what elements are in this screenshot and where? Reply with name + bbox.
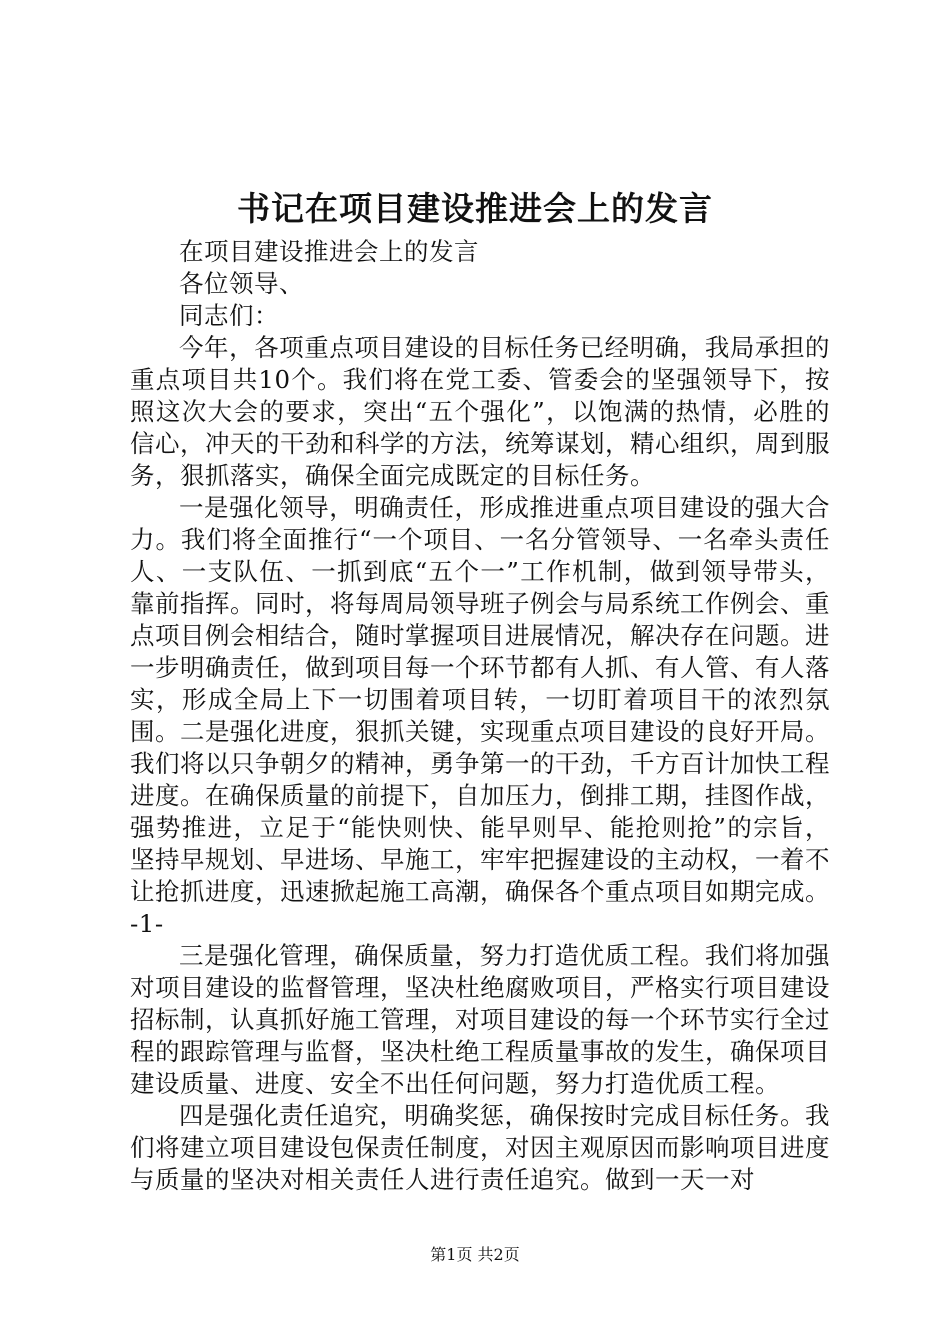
document-title: 书记在项目建设推进会上的发言 — [237, 189, 713, 228]
paragraph-intro: 今年，各项重点项目建设的目标任务已经明确，我局承担的重点项目共10个。我们将在党工委、管委会的坚强领导下，按照这次大会的要求，突出“五个强化”，以饱满的热情，必胜的信心，冲天的干劲和科学的方法，统筹谋划，精心组织，周到服务，狠抓落实，确保全面完成既定的目标任务。 — [130, 333, 830, 490]
document-body — [130, 236, 830, 1196]
paragraph-point-three: 三是强化管理，确保质量，努力打造优质工程。我们将加强对项目建设的监督管理，坚决杜绝腐败项目，严格实行项目建设招标制，认真抓好施工管理，对项目建设的每一个环节实行全过程的跟踪管理与监督，坚决杜绝工程质量事故的发生，确保项目建设质量、进度、安全不出任何问题，努力打造优质工程。 — [130, 941, 830, 1098]
paragraph-point-one-two: 一是强化领导，明确责任，形成推进重点项目建设的强大合力。我们将全面推行“一个项目、一名分管领导、一名牵头责任人、一支队伍、一抓到底“五个一”工作机制，做到领导带头，靠前指挥。同时，将每周局领导班子例会与局系统工作例会、重点项目例会相结合，随时掌握项目进展情况，解决存在问题。进一步明确责任，做到项目每一个环节都有人抓、有人管、有人落实，形成全局上下一切围着项目转，一切盯着项目干的浓烈氛围。二是强化进度，狠抓关键，实现重点项目建设的良好开局。我们将以只争朝夕的精神，勇争第一的干劲，千方百计加快工程进度。在确保质量的前提下，自加压力，倒排工期，挂图作战，强势推进，立足于“能快则快、能早则早、能抢则抢”的宗旨，坚持早规划、早进场、早施工，牢牢把握建设的主动权，一着不让抢抓进度，迅速掀起施工高潮，确保各个重点项目如期完成。-1- — [130, 493, 830, 938]
page-footer: 第1页 共2页 — [430, 1245, 520, 1264]
paragraph-point-four: 四是强化责任追究，明确奖惩，确保按时完成目标任务。我们将建立项目建设包保责任制度，对因主观原因而影响项目进度与质量的坚决对相关责任人进行责任追究。做到一天一对 — [130, 1101, 830, 1194]
paragraph-subtitle: 在项目建设推进会上的发言 — [179, 237, 479, 266]
paragraph-salutation-leaders: 各位领导、 — [179, 269, 304, 298]
paragraph-salutation-comrades: 同志们： — [179, 301, 279, 330]
